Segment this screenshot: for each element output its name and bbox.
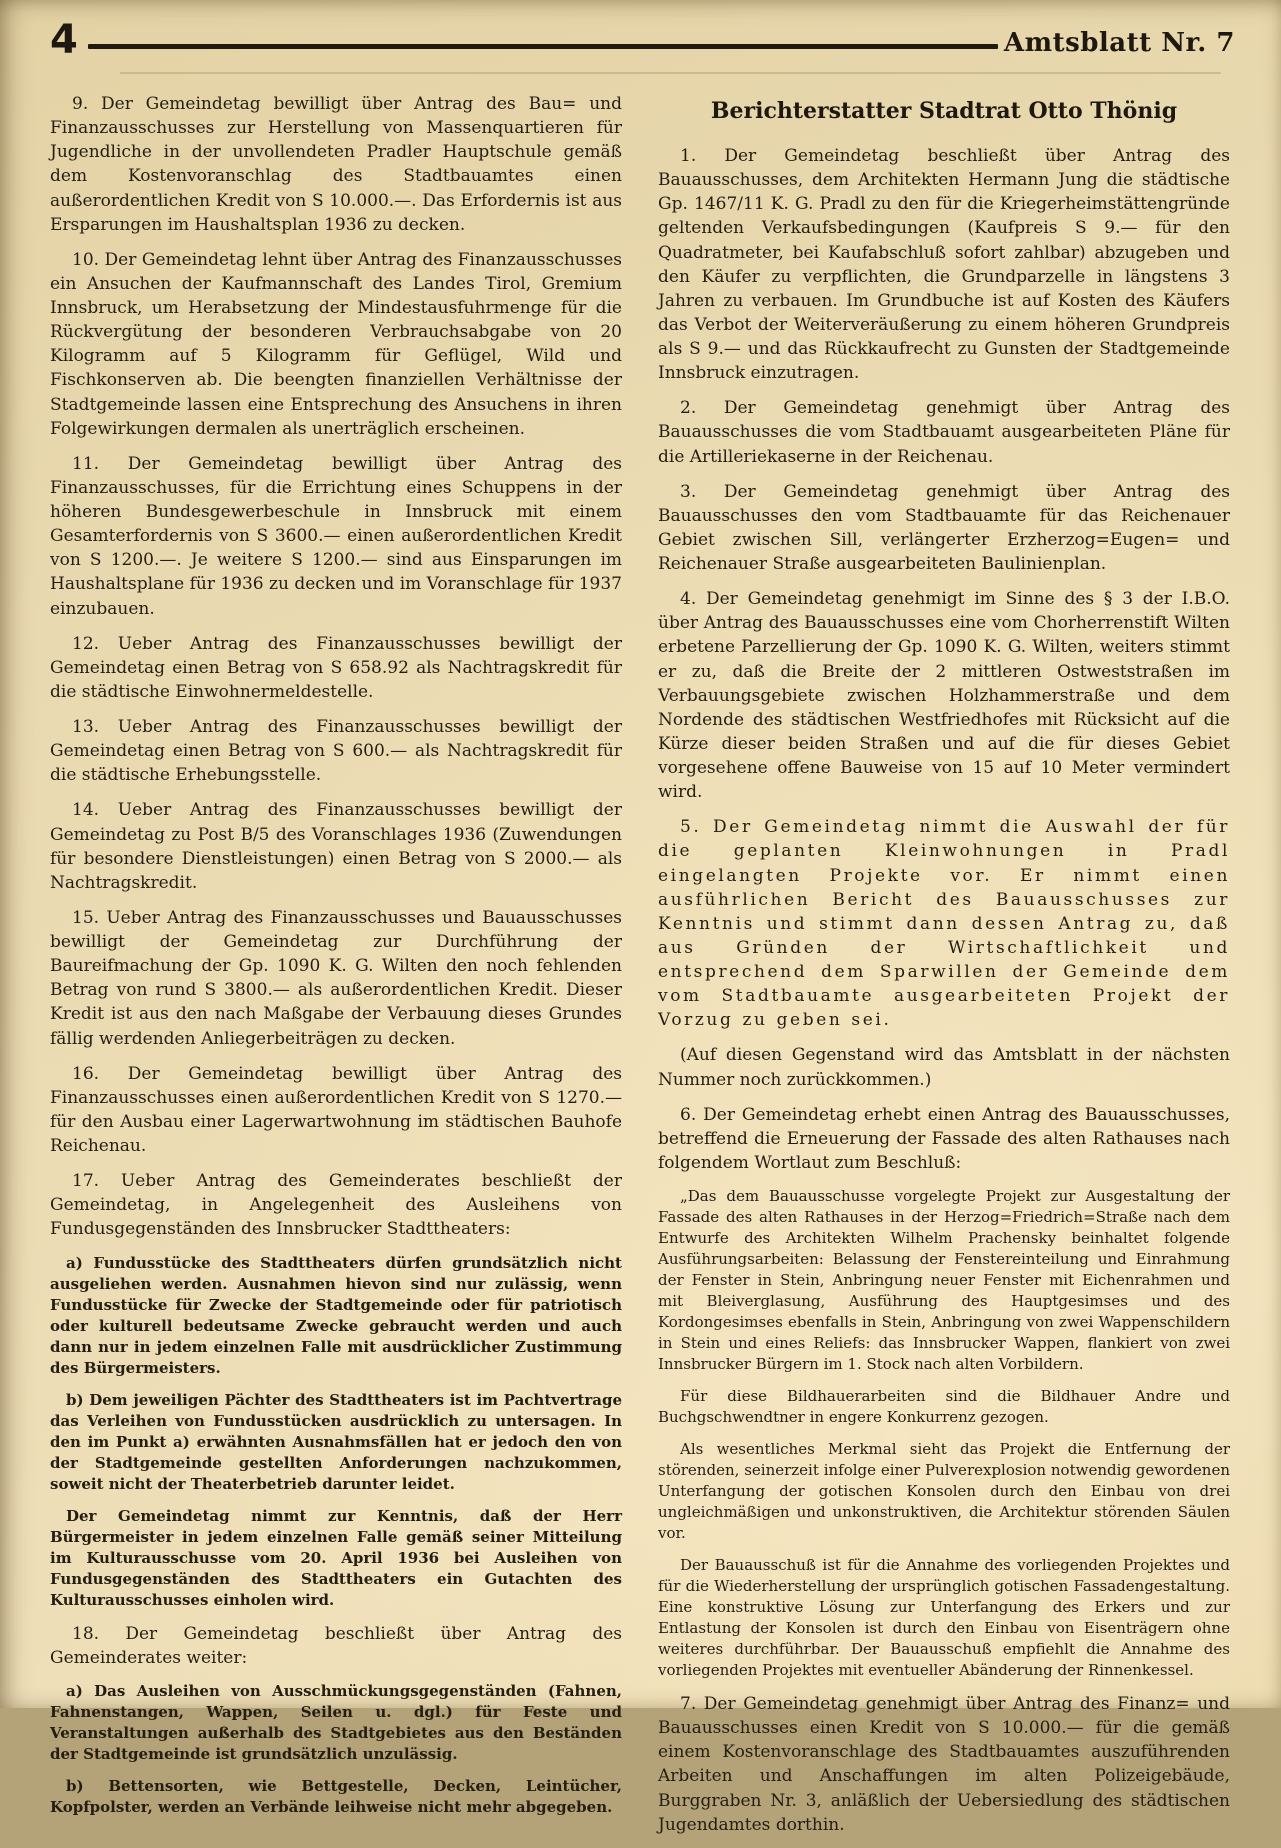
paragraph-item-17: 17. Ueber Antrag des Gemeinderates beschließt der Gemeindetag, in Angelegenheit des Ausleihens von Fundusgegenständen des Innsbrucker Stadttheaters: [50, 1171, 622, 1240]
right-column [658, 92, 1230, 1848]
paragraph-item-10: 10. Der Gemeindetag lehnt über Antrag des Finanzausschusses ein Ansuchen der Kaufmannschaft des Landes Tirol, Gremium Innsbruck, um Herabsetzung der Mindestausfuhrmenge für die Rückvergütung der besonderen Verbrauchsabgabe von 20 Kilogramm auf 5 Kilogramm für Geflügel, Wild und Fischkonserven ab. Die beengten finanziellen Verhältnisse der Stadtgemeinde lassen eine Entsprechung des Ansuchens in ihren Folgewirkungen dermalen als unerträglich erscheinen. [50, 249, 622, 439]
paragraph-item-18: 18. Der Gemeindetag beschließt über Antrag des Gemeinderates weiter: [50, 1623, 622, 1668]
paragraph-item-9: 9. Der Gemeindetag bewilligt über Antrag des Bau= und Finanzausschusses zur Herstellung von Massenquartieren für Jugendliche in der unvollendeten Pradler Hauptschule gemäß dem Kostenvoranschlag des Stadtbauamtes einen außerordentlichen Kredit von S 10.000.—. Das Erfordernis ist aus Ersparungen im Haushaltsplan 1936 zu decken. [50, 94, 622, 235]
paragraph-item-6-quote-3: Als wesentliches Merkmal sieht das Projekt die Entfernung der störenden, seinerzeit infolge einer Pulverexplosion notwendig gewordenen Unterfangung der gotischen Konsolen durch den Einbau von drei ungleichmäßigen und unkonstruktiven, die Architektur störenden Säulen vor. [658, 1440, 1230, 1542]
paragraph-item-7: 7. Der Gemeindetag genehmigt über Antrag des Finanz= und Bauausschusses einen Kredit von S 10.000.— für die gemäß einem Kostenvoranschlage des Stadtbauamtes auszuführenden Arbeiten und Anschaffungen im alten Polizeigebäude, Burggraben Nr. 3, anläßlich der Uebersiedlung des städtischen Jugendamtes dorthin. [658, 1694, 1230, 1835]
show-through-rule [120, 72, 1221, 74]
paragraph-item-15: 15. Ueber Antrag des Finanzausschusses und Bauausschusses bewilligt der Gemeindetag zur Durchführung der Baureifmachung der Gp. 1090 K. G. Wilten den noch fehlenden Betrag von rund S 3800.— als außerordentlichen Kredit. Dieser Kredit ist aus den nach Maßgabe der Verbauung dieses Grundes fällig werdenden Anliegerbeiträgen zu decken. [50, 907, 622, 1049]
paragraph-item-13: 13. Ueber Antrag des Finanzausschusses bewilligt der Gemeindetag einen Betrag von S 600.— als Nachtragskredit für die städtische Erhebungsstelle. [50, 717, 622, 786]
paragraph-item-6-quote-4: Der Bauausschuß ist für die Annahme des vorliegenden Projektes und für die Wiederherstellung der ursprünglich gotischen Fassadengestaltung. Eine konstruktive Lösung zur Unterfangung des Erkers und zur Entlastung der Konsolen ist durch den Einbau von Eisenträgern ohne weiteres durchführbar. Der Bauausschuß empfiehlt die Annahme des vorliegenden Projektes mit eventueller Abänderung der Rinnenkessel. [658, 1556, 1230, 1679]
paragraph-item-16: 16. Der Gemeindetag bewilligt über Antrag des Finanzausschusses einen außerordentlichen Kredit von S 1270.— für den Ausbau einer Lagerwartwohnung im städtischen Bauhofe Reichenau. [50, 1063, 622, 1156]
paragraph-item-18b: b) Bettensorten, wie Bettgestelle, Decken, Leintücher, Kopfpolster, werden an Verbände leihweise nicht mehr abgegeben. [50, 1776, 622, 1816]
paragraph-item-14: 14. Ueber Antrag des Finanzausschusses bewilligt der Gemeindetag zu Post B/5 des Voranschlages 1936 (Zuwendungen für besondere Dienstleistungen) einen Betrag von S 2000.— als Nachtragskredit. [50, 800, 622, 893]
paragraph-item-18a: a) Das Ausleihen von Ausschmückungsgegenständen (Fahnen, Fahnenstangen, Wappen, Seilen u. dgl.) für Feste und Veranstaltungen außerhalb des Stadtgebietes aus den Beständen der Stadtgemeinde ist grundsätzlich unzulässig. [50, 1681, 622, 1763]
two-column-body [0, 74, 1281, 1848]
paragraph-item-17b: b) Dem jeweiligen Pächter des Stadttheaters ist im Pachtvertrage das Verleihen von Fundusstücken ausdrücklich zu untersagen. In den im Punkt a) erwähnten Ausnahmsfällen hat er jedoch den von der Stadtgemeinde gestellten Anforderungen nachzukommen, soweit nicht der Theaterbetrieb darunter leidet. [50, 1390, 622, 1493]
paragraph-item-17-note: Der Gemeindetag nimmt zur Kenntnis, daß der Herr Bürgermeister in jedem einzelnen Falle gemäß seiner Mitteilung im Kulturausschusse vom 20. April 1936 bei Ausleihen von Fundusgegenständen des Stadttheaters ein Gutachten des Kulturausschusses einholen wird. [50, 1506, 622, 1609]
paragraph-item-1: 1. Der Gemeindetag beschließt über Antrag des Bauausschusses, dem Architekten Hermann Jung die städtische Gp. 1467/11 K. G. Pradl zu den für die Kriegerheimstättengründe geltenden Verkaufsbedingungen (Kaufpreis S 9.— für den Quadratmeter, bei Kaufabschluß sofort zahlbar) abzugeben und den Käufer zu verpflichten, die Grundparzelle in längstens 3 Jahren zu verbauen. Im Grundbuche ist auf Kosten des Käufers das Verbot der Weiterveräußerung zu einem höheren Grundpreis als S 9.— und das Rückkaufrecht zu Gunsten der Stadtgemeinde Innsbruck einzutragen. [658, 146, 1230, 384]
paragraph-item-5: 5. Der Gemeindetag nimmt die Auswahl der für die geplanten Kleinwohnungen in Pradl eingelangten Projekte vor. Er nimmt einen ausführlichen Bericht des Bauausschusses zur Kenntnis und stimmt dann dessen Antrag zu, daß aus Gründen der Wirtschaftlichkeit und entsprechend dem Sparwillen der Gemeinde dem vom Stadtbauamte ausgearbeiteten Projekt der Vorzug zu geben sei. [658, 817, 1230, 1031]
header-rule [88, 44, 998, 49]
masthead-title: Amtsblatt Nr. 7 [1003, 28, 1235, 58]
paragraph-item-3: 3. Der Gemeindetag genehmigt über Antrag des Bauausschusses den vom Stadtbauamte für das Reichenauer Gebiet zwischen Sill, verlängerter Erzherzog=Eugen= und Reichenauer Straße ausgearbeiteten Baulinienplan. [658, 481, 1230, 574]
paragraph-item-2: 2. Der Gemeindetag genehmigt über Antrag des Bauausschusses die vom Stadtbauamt ausgearbeiteten Pläne für die Artilleriekaserne in der Reichenau. [658, 398, 1230, 467]
paragraph-item-6: 6. Der Gemeindetag erhebt einen Antrag des Bauausschusses, betreffend die Erneuerung der Fassade des alten Rathauses nach folgendem Wortlaut zum Beschluß: [658, 1104, 1230, 1173]
paragraph-item-12: 12. Ueber Antrag des Finanzausschusses bewilligt der Gemeindetag einen Betrag von S 658.92 als Nachtragskredit für die städtische Einwohnermeldestelle. [50, 633, 622, 702]
paragraph-item-6-quote-2: Für diese Bildhauerarbeiten sind die Bildhauer Andre und Buchgschwendtner in engere Konkurrenz gezogen. [658, 1387, 1230, 1426]
section-heading-berichterstatter: Berichterstatter Stadtrat Otto Thönig [710, 98, 1178, 124]
page-header [0, 0, 1281, 63]
paragraph-item-5-note: (Auf diesen Gegenstand wird das Amtsblatt in der nächsten Nummer noch zurückkommen.) [658, 1045, 1230, 1090]
page-number: 4 [50, 17, 78, 63]
paragraph-item-6-quote-1: „Das dem Bauausschusse vorgelegte Projekt zur Ausgestaltung der Fassade des alten Rathauses in der Herzog=Friedrich=Straße nach dem Entwurfe des Architekten Wilhelm Prachensky beinhaltet folgende Ausführungsarbeiten: Belassung der Fenstereinteilung und Einrahmung der Fenster in Stein, Anbringung neuer Fenster mit Eichenrahmen und mit Bleiverglasung, Ausführung des Hauptgesimses und des Kordongesimses ebenfalls in Stein, Anbringung von zwei Wappenschildern in Stein und eines Reliefs: das Innsbrucker Wappen, flankiert von zwei Innsbrucker Bürgern im 1. Stock nach alten Vorbildern. [658, 1187, 1230, 1373]
paragraph-item-11: 11. Der Gemeindetag bewilligt über Antrag des Finanzausschusses, für die Errichtung eines Schuppens in der höheren Bundesgewerbeschule in Innsbruck mit einem Gesamterfordernis von S 3600.— einen außerordentlichen Kredit von S 1200.—. Je weitere S 1200.— sind aus Einsparungen im Haushaltsplane für 1936 zu decken und im Voranschlage für 1937 einzubauen. [50, 453, 622, 619]
paragraph-item-4: 4. Der Gemeindetag genehmigt im Sinne des § 3 der I.B.O. über Antrag des Bauausschusses eine vom Chorherrenstift Wilten erbetene Parzellierung der Gp. 1090 K. G. Wilten, weiters stimmt er zu, daß die Breite der 2 mittleren Ostweststraßen im Verbauungsgebiete zwischen Holzhammerstraße und dem Nordende des städtischen Westfriedhofes mit Rücksicht auf die Kürze dieser beiden Straßen und auf die für dieses Gebiet vorgesehene offene Bauweise von 15 auf 10 Meter vermindert wird. [658, 589, 1230, 803]
left-column [50, 92, 622, 1848]
paragraph-item-17a: a) Fundusstücke des Stadttheaters dürfen grundsätzlich nicht ausgeliehen werden. Ausnahmen hievon sind nur zulässig, wenn Fundusstücke für Zwecke der Stadtgemeinde oder für patriotisch oder kulturell bedeutsame Zwecke gebraucht werden und auch dann nur in jedem einzelnen Falle mit ausdrücklicher Zustimmung des Bürgermeisters. [50, 1253, 622, 1377]
